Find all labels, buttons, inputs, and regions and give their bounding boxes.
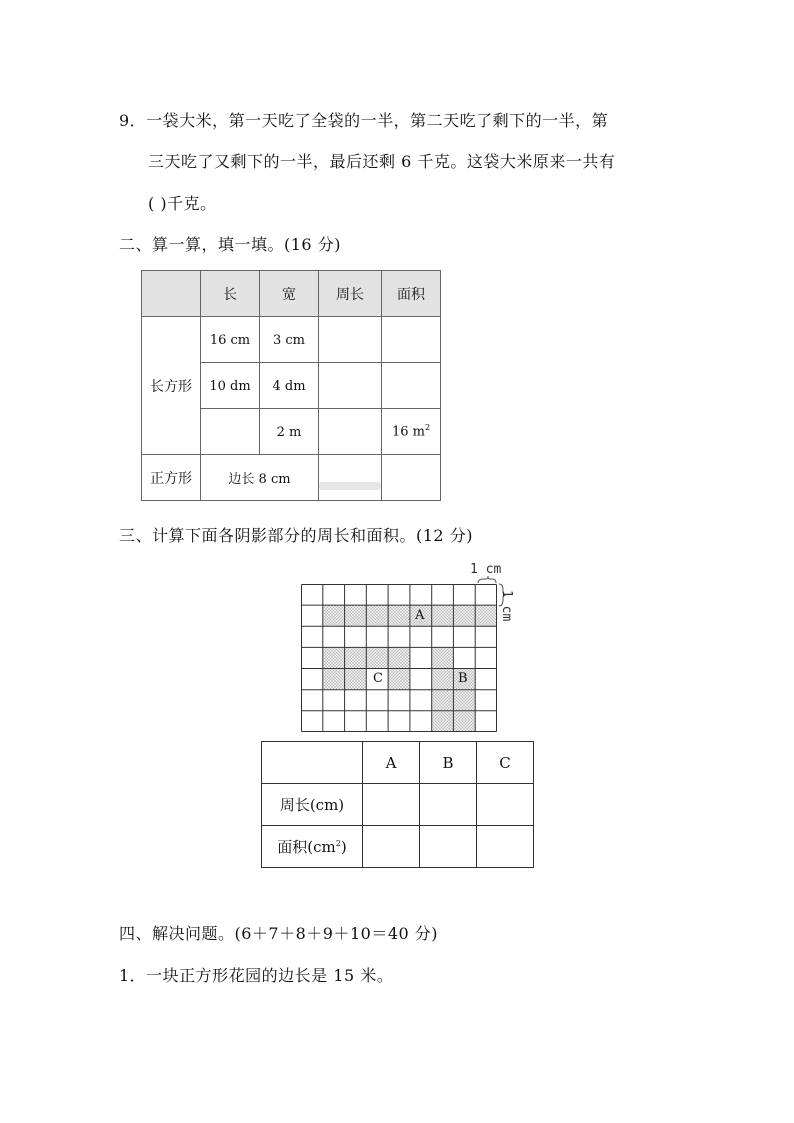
table-header-row [142,271,441,317]
perimeter-c-answer[interactable] [477,784,534,826]
question9-line3: ( )千克。 [148,194,217,213]
table-header-row [262,742,534,784]
perimeter-b-answer[interactable] [420,784,477,826]
header-blank-cell [262,742,363,784]
header-b: B [420,742,477,784]
shaded-results-table [261,741,534,868]
unit-label-side: 1 cm [499,590,514,622]
area-label-base: 面积(cm [277,838,336,856]
square-side-cell [201,455,319,501]
width-value: 4 dm [272,378,306,394]
length-cell [201,317,260,363]
unit-label-top: 1 cm [470,562,502,577]
header-perimeter: 周长 [319,271,382,317]
length-value: 10 dm [209,378,251,394]
question9-line1: 9．一袋大米，第一天吃了全袋的一半，第二天吃了剩下的一半，第 [119,111,609,130]
width-value: 3 cm [272,332,305,348]
length-value: 16 cm [209,332,251,348]
area-label-exp: 2 [335,839,341,848]
perimeter-answer-cell[interactable] [319,455,382,501]
area-answer-cell[interactable] [382,363,441,409]
area-row-label [262,826,363,868]
question9-line2: 三天吃了又剩下的一半，最后还剩 6 千克。这袋大米原来一共有 [148,152,616,171]
section3-heading: 三、计算下面各阴影部分的周长和面积。(12 分) [119,526,473,545]
width-cell [260,409,319,455]
table-row [142,455,441,501]
perimeter-row-label: 周长(cm) [262,784,363,826]
width-cell [260,317,319,363]
length-answer-cell[interactable] [201,409,260,455]
rectangle-label: 长方形 [142,317,201,455]
label-c: C [373,671,383,686]
area-exponent: 2 [424,423,431,433]
shaded-grid-figure [301,584,497,732]
section4-heading: 四、解决问题。(6＋7＋8＋9＋10＝40 分) [119,924,439,943]
width-value: 2 m [276,424,302,440]
area-answer-cell[interactable] [382,455,441,501]
area-c-answer[interactable] [477,826,534,868]
smudge-mark [319,482,381,490]
length-cell [201,363,260,409]
perimeter-answer-cell[interactable] [319,409,382,455]
perimeter-answer-cell[interactable] [319,317,382,363]
header-length: 长 [201,271,260,317]
section4-question1: 1．一块正方形花园的边长是 15 米。 [119,966,394,985]
width-cell [260,363,319,409]
perimeter-a-answer[interactable] [363,784,420,826]
area-b-answer[interactable] [420,826,477,868]
table-row [262,826,534,868]
area-a-answer[interactable] [363,826,420,868]
rectangle-table [141,270,441,501]
label-b: B [458,671,468,686]
square-side: 边长 8 cm [228,472,291,487]
section2-heading: 二、算一算，填一填。(16 分) [119,235,341,254]
square-label: 正方形 [142,455,201,501]
header-c: C [477,742,534,784]
area-cell [382,409,441,455]
shaded-region-b-top [432,647,454,668]
header-area: 面积 [382,271,441,317]
header-width: 宽 [260,271,319,317]
table-row [262,784,534,826]
grid-svg [301,584,497,732]
area-answer-cell[interactable] [382,317,441,363]
table-row [142,317,441,363]
area-label-end: ) [340,838,347,856]
shaded-region-c-bottom-right [388,669,410,690]
header-blank-cell [142,271,201,317]
perimeter-answer-cell[interactable] [319,363,382,409]
area-value: 16 m [391,424,425,440]
header-a: A [363,742,420,784]
label-a: A [415,608,425,623]
